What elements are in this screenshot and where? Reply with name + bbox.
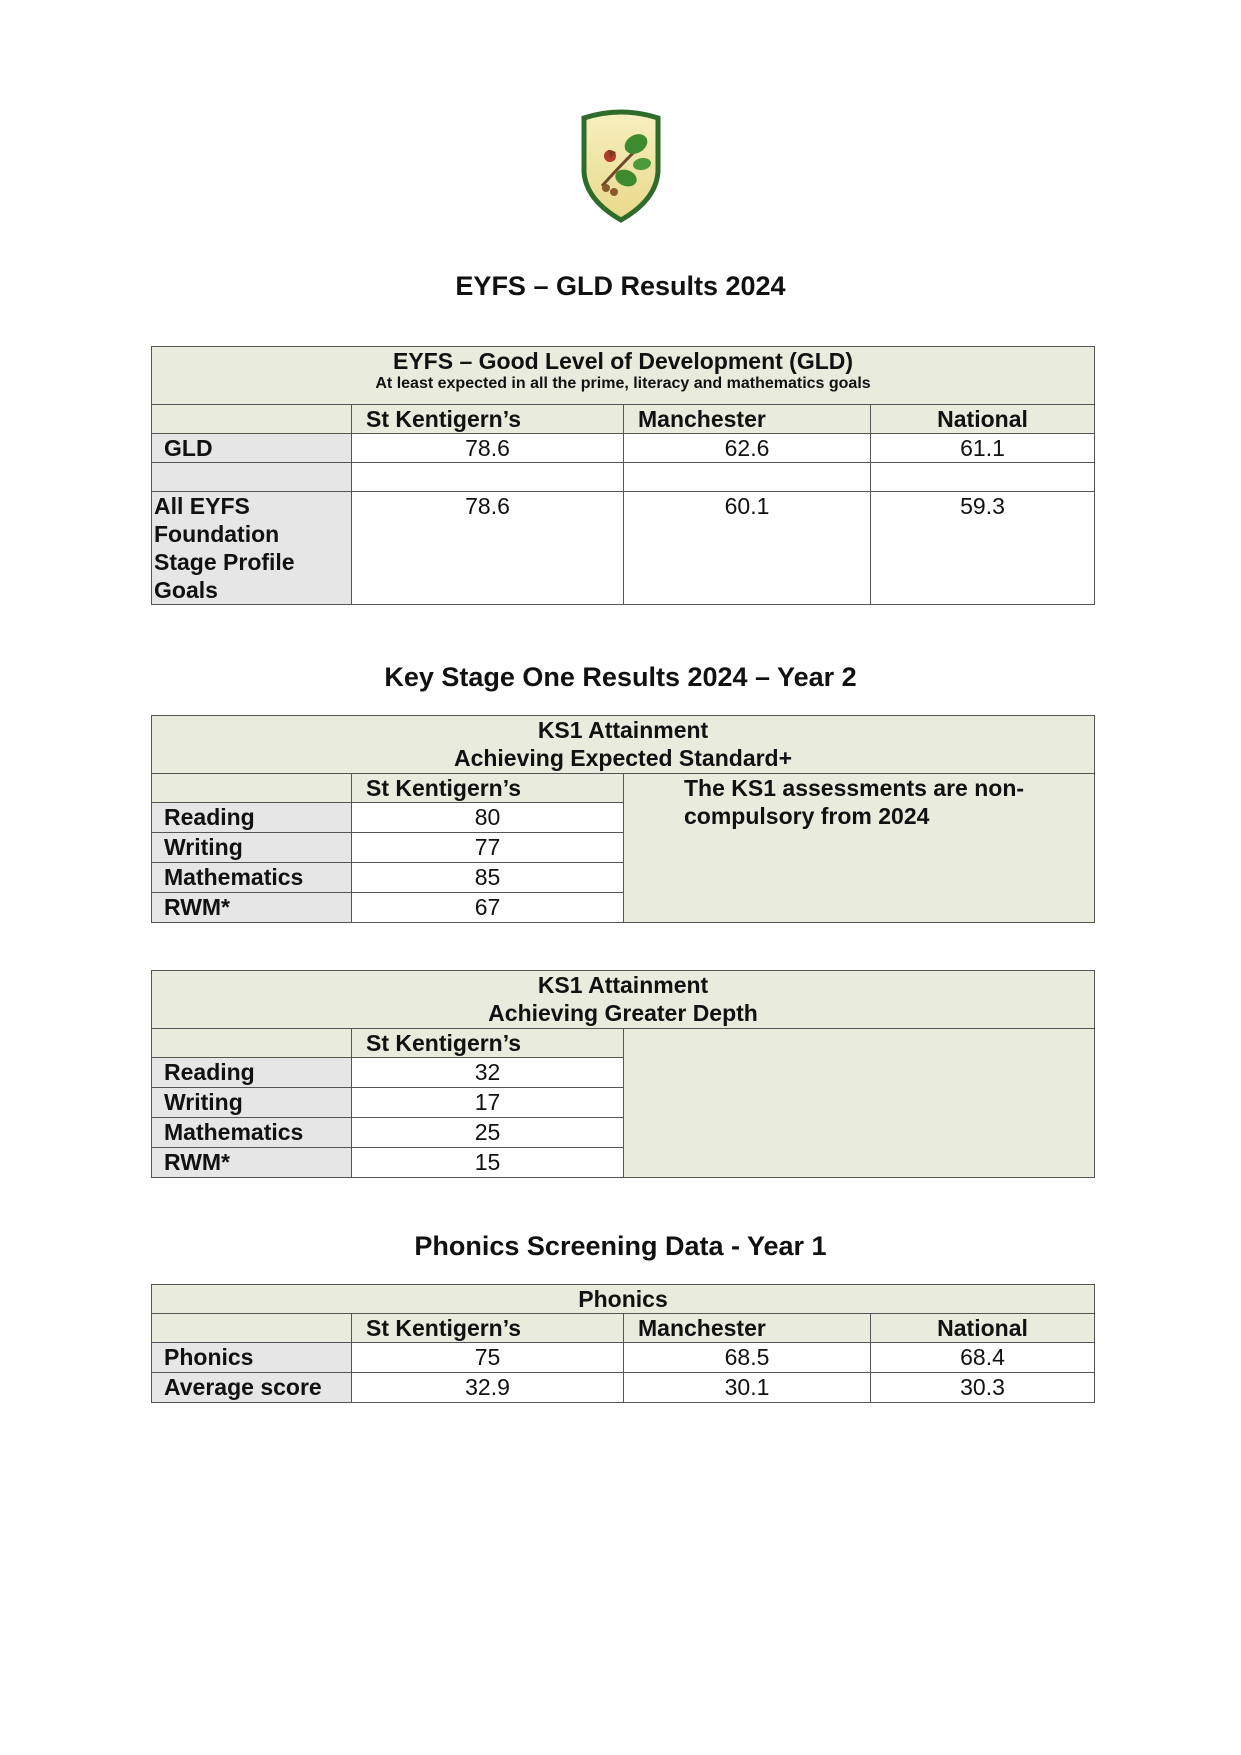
ks1-note: The KS1 assessments are non-compulsory from 2024 — [624, 774, 1095, 923]
phonics-cell: 30.3 — [871, 1373, 1095, 1403]
ks1-greater-row-label: Writing — [152, 1088, 352, 1118]
ks1-greater-blank-panel — [624, 1029, 1095, 1178]
eyfs-heading: EYFS – GLD Results 2024 — [455, 271, 786, 301]
eyfs-table-subtitle: At least expected in all the prime, literacy and mathematics goals — [375, 375, 871, 392]
ks1-expected-col-header: St Kentigern’s — [352, 774, 624, 803]
ks1-expected-title-line1: KS1 Attainment — [537, 717, 709, 743]
ks1-expected-row-label: Mathematics — [152, 863, 352, 893]
ks1-expected-cell: 67 — [352, 893, 624, 923]
ks1-greater-table — [151, 970, 1095, 1178]
eyfs-cell: 78.6 — [352, 492, 624, 605]
phonics-table — [151, 1284, 1095, 1403]
phonics-cell: 68.5 — [624, 1343, 871, 1373]
eyfs-cell: 78.6 — [352, 434, 624, 463]
eyfs-row-label: All EYFS Foundation Stage Profile Goals — [152, 492, 352, 605]
ks1-expected-title-line2: Achieving Expected Standard+ — [453, 745, 793, 771]
phonics-cell: 30.1 — [624, 1373, 871, 1403]
ks1-greater-cell: 32 — [352, 1058, 624, 1088]
eyfs-row-label — [152, 463, 352, 492]
eyfs-cell: 61.1 — [871, 434, 1095, 463]
ks1-expected-row-label: Writing — [152, 833, 352, 863]
ks1-greater-row-label: Mathematics — [152, 1118, 352, 1148]
eyfs-cell: 59.3 — [871, 492, 1095, 605]
eyfs-col-header: St Kentigern’s — [352, 405, 624, 434]
ks1-greater-title — [152, 971, 1095, 1029]
phonics-corner-cell — [152, 1314, 352, 1343]
phonics-col-header: St Kentigern’s — [352, 1314, 624, 1343]
eyfs-cell: 60.1 — [624, 492, 871, 605]
phonics-cell: 68.4 — [871, 1343, 1095, 1373]
phonics-row-label: Average score — [152, 1373, 352, 1403]
eyfs-table-title — [152, 347, 1095, 405]
phonics-heading: Phonics Screening Data - Year 1 — [414, 1231, 827, 1261]
ks1-greater-title-line1: KS1 Attainment — [537, 972, 709, 998]
eyfs-table — [151, 346, 1095, 605]
eyfs-corner-cell — [152, 405, 352, 434]
school-crest-icon — [580, 108, 662, 224]
eyfs-row-label: GLD — [152, 434, 352, 463]
ks1-expected-row-label: RWM* — [152, 893, 352, 923]
eyfs-cell — [624, 463, 871, 492]
ks1-expected-title — [152, 716, 1095, 774]
ks1-greater-cell: 25 — [352, 1118, 624, 1148]
ks1-expected-row-label: Reading — [152, 803, 352, 833]
ks1-greater-title-line2: Achieving Greater Depth — [488, 1000, 758, 1026]
ks1-greater-row-label: RWM* — [152, 1148, 352, 1178]
phonics-cell: 32.9 — [352, 1373, 624, 1403]
ks1-greater-corner — [152, 1029, 352, 1058]
phonics-table-title: Phonics — [152, 1285, 1095, 1314]
ks1-expected-corner — [152, 774, 352, 803]
phonics-col-header: National — [871, 1314, 1095, 1343]
ks1-greater-col-header: St Kentigern’s — [352, 1029, 624, 1058]
ks1-expected-cell: 77 — [352, 833, 624, 863]
eyfs-cell: 62.6 — [624, 434, 871, 463]
ks1-heading: Key Stage One Results 2024 – Year 2 — [384, 662, 857, 692]
eyfs-cell — [871, 463, 1095, 492]
eyfs-col-header: Manchester — [624, 405, 871, 434]
ks1-expected-cell: 80 — [352, 803, 624, 833]
phonics-row-label: Phonics — [152, 1343, 352, 1373]
eyfs-col-header: National — [871, 405, 1095, 434]
ks1-expected-cell: 85 — [352, 863, 624, 893]
phonics-col-header: Manchester — [624, 1314, 871, 1343]
ks1-greater-cell: 17 — [352, 1088, 624, 1118]
ks1-greater-row-label: Reading — [152, 1058, 352, 1088]
phonics-cell: 75 — [352, 1343, 624, 1373]
eyfs-table-title-text: EYFS – Good Level of Development (GLD) — [392, 348, 854, 374]
eyfs-cell — [352, 463, 624, 492]
ks1-expected-table — [151, 715, 1095, 923]
ks1-greater-cell: 15 — [352, 1148, 624, 1178]
